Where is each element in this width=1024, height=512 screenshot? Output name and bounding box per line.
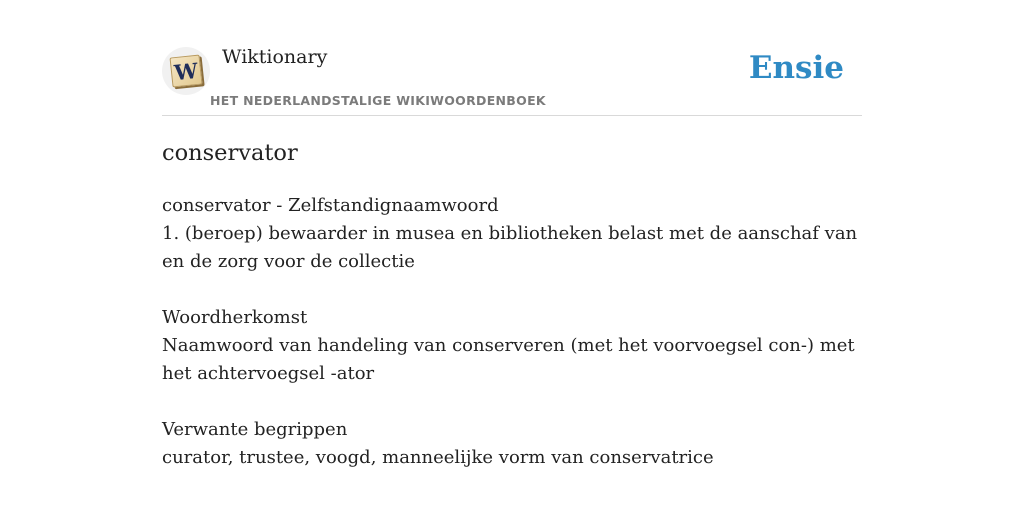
page-title: conservator <box>162 140 298 166</box>
spacer <box>162 276 862 304</box>
entry-definition: 1. (beroep) bewaarder in musea en bibliotheken belast met de aanschaf van en de zorg voor de collectie <box>162 223 858 272</box>
spacer <box>162 388 862 416</box>
ensie-brand-link[interactable]: Ensie <box>748 50 844 86</box>
entry-heading: conservator - Zelfstandignaamwoord <box>162 195 499 216</box>
entry-body <box>162 192 862 472</box>
related-text: curator, trustee, voogd, manneelijke vorm van conservatrice <box>162 447 714 468</box>
logo-tile <box>170 55 203 88</box>
related-label: Verwante begrippen <box>162 419 348 440</box>
etymology-label: Woordherkomst <box>162 307 308 328</box>
logo-letter: W <box>173 57 200 86</box>
site-tagline: HET NEDERLANDSTALIGE WIKIWOORDENBOEK <box>210 93 546 108</box>
page-container <box>162 0 862 468</box>
site-name[interactable]: Wiktionary <box>222 46 328 68</box>
wiktionary-logo-icon[interactable] <box>162 47 210 95</box>
etymology-text: Naamwoord van handeling van conserveren (met het voorvoegsel con-) met het achtervoegsel -ator <box>162 335 855 384</box>
header <box>162 0 862 116</box>
